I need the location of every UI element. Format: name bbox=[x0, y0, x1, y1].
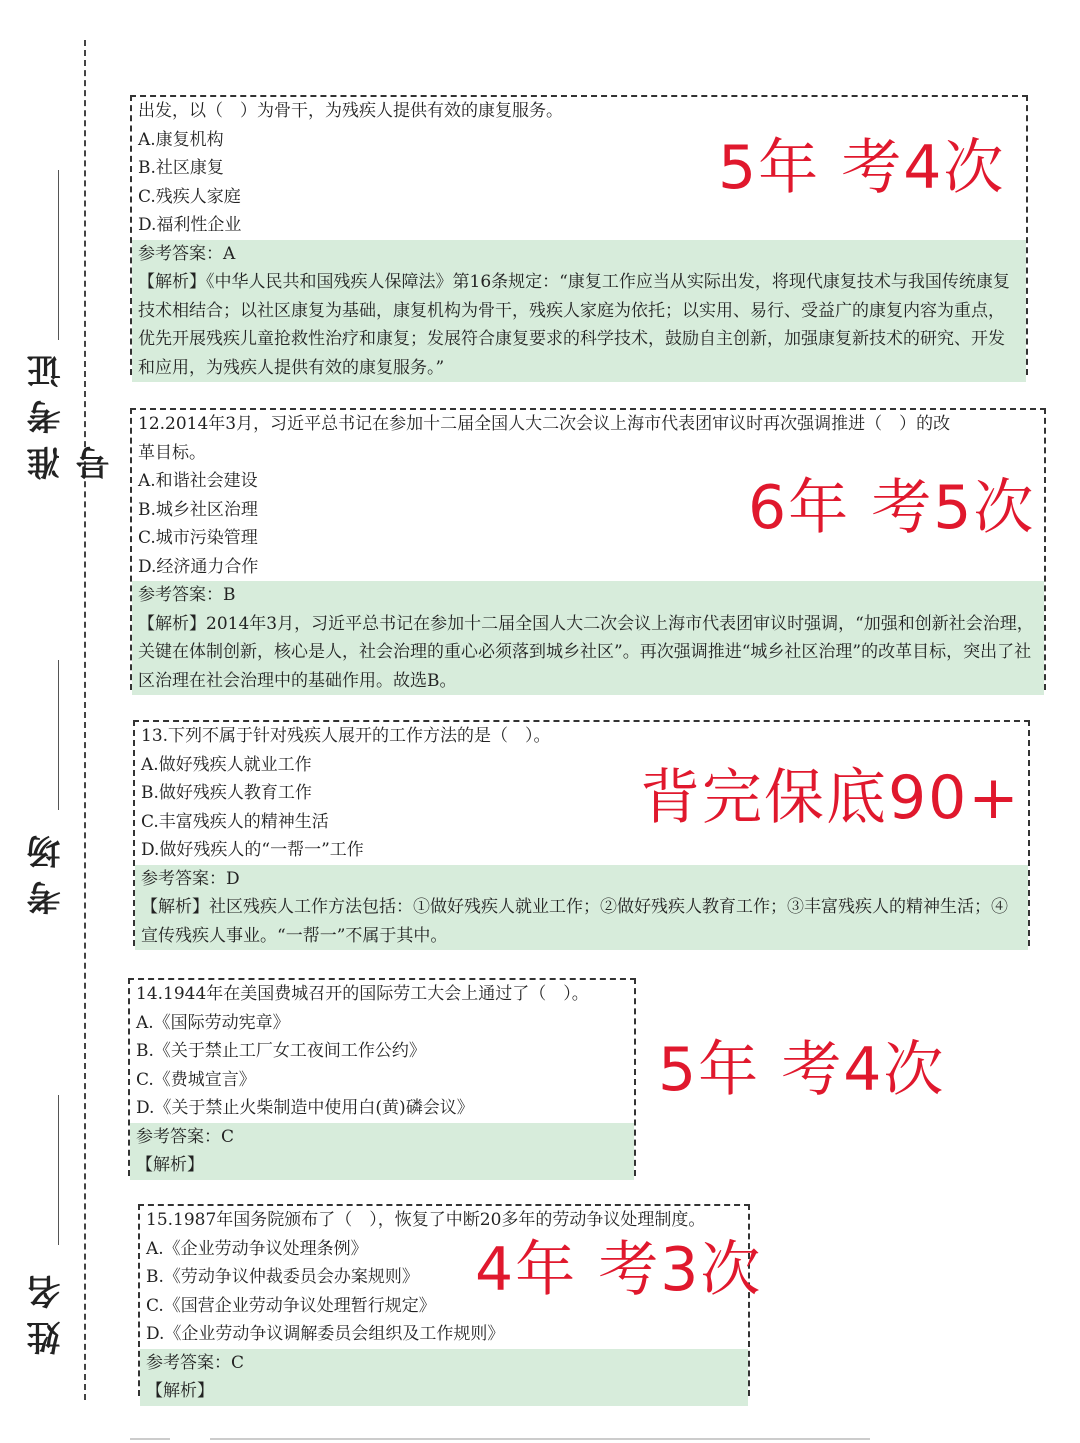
question-stem-line: 12.2014年3月，习近平总书记在参加十二届全国人大二次会议上海市代表团审议时再次强调推进（ ）的改 bbox=[138, 414, 951, 434]
reference-answer: 参考答案：C bbox=[136, 1126, 235, 1147]
option-d: D.《企业劳动争议调解委员会组织及工作规则》 bbox=[146, 1324, 505, 1344]
name-blank-line bbox=[58, 1095, 59, 1245]
option-b: B.《劳动争议仲裁委员会办案规则》 bbox=[146, 1267, 419, 1287]
analysis-text: 【解析】 bbox=[136, 1155, 204, 1175]
option-b: B.做好残疾人教育工作 bbox=[141, 783, 312, 803]
analysis-text: 【解析】社区残疾人工作方法包括：①做好残疾人就业工作；②做好残疾人教育工作；③丰富残疾人的精神生活；④宣传残疾人事业。“一帮一”不属于其中。 bbox=[141, 897, 1008, 946]
admission-no-blank-line bbox=[58, 170, 59, 340]
question-card bbox=[128, 978, 636, 1176]
frequency-stamp: 6年 考5次 bbox=[748, 473, 1036, 543]
frequency-stamp: 5年 考4次 bbox=[658, 1035, 946, 1105]
reference-answer: 参考答案：B bbox=[138, 585, 236, 605]
footer-rule bbox=[210, 1438, 870, 1440]
option-b: B.《关于禁止工厂女工夜间工作公约》 bbox=[136, 1041, 426, 1061]
binding-margin-rule bbox=[84, 40, 86, 1400]
reference-answer: 参考答案：C bbox=[146, 1352, 245, 1373]
guarantee-stamp: 背完保底90+ bbox=[640, 763, 1021, 833]
analysis-text: 【解析】 bbox=[146, 1381, 214, 1401]
option-d: D.福利性企业 bbox=[138, 215, 242, 235]
frequency-stamp: 4年 考3次 bbox=[475, 1235, 763, 1305]
analysis-text: 【解析】《中华人民共和国残疾人保障法》第16条规定：“康复工作应当从实际出发，将现代康复技术与我国传统康复技术相结合；以社区康复为基础，康复机构为骨干，残疾人家庭为依托；以实用、易行、受益广的康复内容为重点，优先开展残疾儿童抢救性治疗和康复；发展符合康复要求的科学技术，鼓励自主创新，加强康复新技术的研究、开发和应用，为残疾人提供有效的康复服务。” bbox=[138, 272, 1010, 378]
name-label: 姓名 bbox=[27, 1263, 67, 1355]
option-d: D.经济通力合作 bbox=[138, 556, 259, 577]
option-c: C.城市污染管理 bbox=[138, 528, 258, 548]
option-c: C.《费城宣言》 bbox=[136, 1069, 256, 1090]
answer-block bbox=[140, 1349, 748, 1406]
admission-no-label: 准考证号 bbox=[27, 342, 116, 480]
option-a: A.《国际劳动宪章》 bbox=[136, 1012, 290, 1033]
analysis-text: 【解析】2014年3月，习近平总书记在参加十二届全国人大二次会议上海市代表团审议时强调，“加强和创新社会治理，关键在体制创新，核心是人，社会治理的重心必须落到城乡社区”。再次强调推进“城乡社区治理”的改革目标，突出了社区治理在社会治理中的基础作用。故选B。 bbox=[138, 613, 1034, 691]
question-stem-line: 13.下列不属于针对残疾人展开的工作方法的是（ ）。 bbox=[141, 726, 551, 746]
reference-answer: 参考答案：D bbox=[141, 868, 240, 889]
question-stem-line: 革目标。 bbox=[138, 442, 206, 463]
answer-block bbox=[132, 240, 1026, 383]
option-b: B.社区康复 bbox=[138, 158, 224, 178]
answer-block bbox=[132, 581, 1044, 695]
question-stem-line: 出发，以（ ）为骨干，为残疾人提供有效的康复服务。 bbox=[138, 101, 563, 121]
answer-block bbox=[135, 865, 1028, 951]
frequency-stamp: 5年 考4次 bbox=[718, 133, 1006, 203]
option-d: D.《关于禁止火柴制造中使用白(黄)磷会议》 bbox=[136, 1098, 474, 1118]
option-c: C.《国营企业劳动争议处理暂行规定》 bbox=[146, 1295, 436, 1316]
option-d: D.做好残疾人的“一帮一”工作 bbox=[141, 840, 364, 860]
option-a: A.《企业劳动争议处理条例》 bbox=[146, 1238, 368, 1259]
footer-rule bbox=[130, 1438, 170, 1440]
question-card bbox=[130, 408, 1046, 690]
option-a: A.和谐社会建设 bbox=[138, 471, 258, 491]
reference-answer: 参考答案：A bbox=[138, 243, 236, 264]
option-b: B.城乡社区治理 bbox=[138, 499, 258, 520]
exam-room-blank-line bbox=[58, 660, 59, 810]
option-c: C.残疾人家庭 bbox=[138, 186, 241, 207]
question-stem-line: 15.1987年国务院颁布了（ ），恢复了中断20多年的劳动争议处理制度。 bbox=[146, 1210, 706, 1230]
question-card bbox=[133, 720, 1030, 946]
exam-room-label: 考场 bbox=[27, 823, 67, 915]
option-a: A.康复机构 bbox=[138, 129, 224, 150]
option-a: A.做好残疾人就业工作 bbox=[141, 754, 312, 775]
answer-block bbox=[130, 1123, 634, 1180]
question-stem-line: 14.1944年在美国费城召开的国际劳工大会上通过了（ ）。 bbox=[136, 984, 589, 1004]
option-c: C.丰富残疾人的精神生活 bbox=[141, 811, 329, 832]
